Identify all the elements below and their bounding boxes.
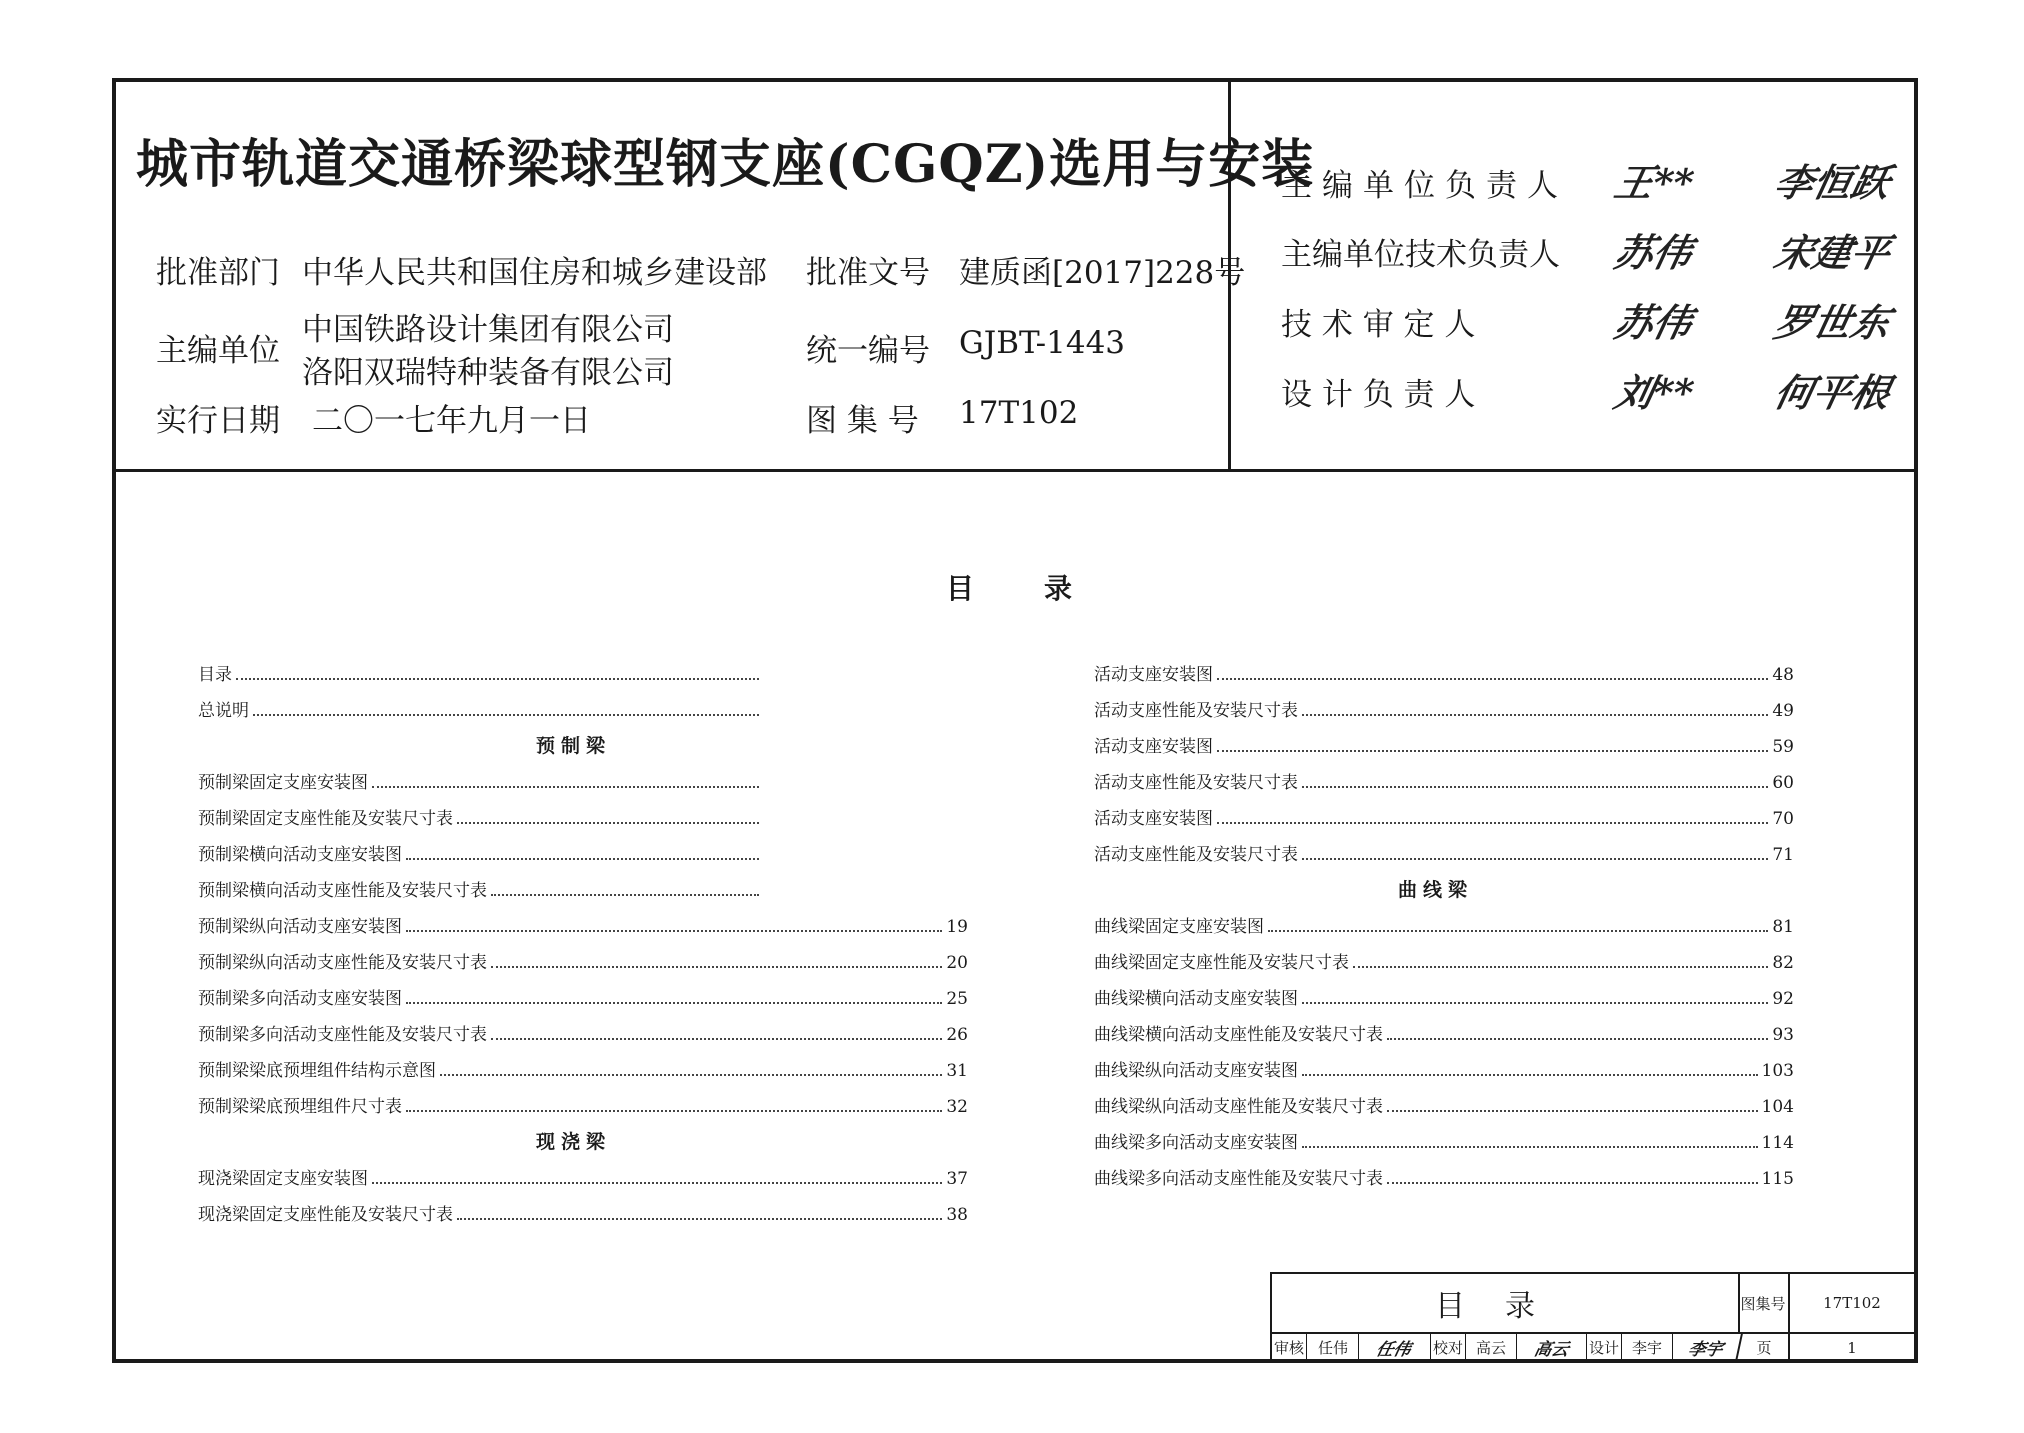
- toc-entry-title: 现浇梁固定支座安装图: [198, 1169, 368, 1189]
- toc-entry-page: 70: [1772, 809, 1794, 829]
- check-label: 校对: [1430, 1334, 1466, 1361]
- approval-dept-label: 批准部门: [156, 255, 280, 291]
- sig-row2-signature-2: 宋建平: [1770, 230, 1895, 275]
- toc-leader-dots: [406, 858, 759, 860]
- sig-row3-signature-2: 罗世东: [1770, 300, 1895, 345]
- toc-leader-dots: [440, 1074, 942, 1076]
- toc-entry[interactable]: [198, 877, 763, 901]
- toc-entry-page: 49: [1772, 701, 1794, 721]
- reviewer-signature: 任伟: [1374, 1340, 1413, 1360]
- toc-leader-dots: [1268, 930, 1768, 932]
- toc-entry-page: 37: [946, 1169, 968, 1189]
- toc-entry[interactable]: [1094, 733, 1794, 757]
- toc-leader-dots: [1302, 1074, 1758, 1076]
- toc-entry-page: 92: [1772, 989, 1794, 1009]
- toc-entry-title: 总说明: [198, 701, 249, 721]
- header-divider: [116, 469, 1914, 472]
- toc-entry-title: 现浇梁固定支座性能及安装尺寸表: [198, 1205, 453, 1225]
- toc-leader-dots: [406, 1002, 942, 1004]
- toc-entry[interactable]: [1094, 1057, 1794, 1081]
- design-label: 设计: [1586, 1334, 1622, 1361]
- toc-leader-dots: [1302, 1002, 1768, 1004]
- toc-entry[interactable]: [198, 913, 968, 937]
- toc-entry-title: 预制梁梁底预埋组件尺寸表: [198, 1097, 402, 1117]
- toc-entry-title: 预制梁固定支座性能及安装尺寸表: [198, 809, 453, 829]
- toc-leader-dots: [1217, 750, 1768, 752]
- toc-entry-page: 26: [946, 1025, 968, 1045]
- toc-entry-title: 活动支座性能及安装尺寸表: [1094, 773, 1298, 793]
- toc-entry[interactable]: [1094, 1093, 1794, 1117]
- toc-leader-dots: [236, 678, 759, 680]
- toc-entry[interactable]: [1094, 1129, 1794, 1153]
- toc-entry[interactable]: [1094, 949, 1794, 973]
- sig-row2-signature-1: 苏伟: [1610, 230, 1697, 275]
- toc-entry[interactable]: [1094, 1021, 1794, 1045]
- toc-entry-title: 曲线梁多向活动支座性能及安装尺寸表: [1094, 1169, 1383, 1189]
- toc-entry-title: 目录: [198, 665, 232, 685]
- toc-entry-page: 19: [946, 917, 968, 937]
- toc-leader-dots: [1217, 822, 1768, 824]
- toc-leader-dots: [372, 786, 759, 788]
- page-number: 1: [1847, 1338, 1857, 1357]
- toc-entry-title: 预制梁固定支座安装图: [198, 773, 368, 793]
- toc-leader-dots: [1302, 714, 1768, 716]
- toc-section-heading: 曲线梁: [1398, 879, 1474, 901]
- toc-entry[interactable]: [198, 1057, 968, 1081]
- reviewer-name: 任伟: [1308, 1334, 1359, 1361]
- toc-section-heading: 现浇梁: [536, 1131, 612, 1153]
- title-block-atlas-no: 17T102: [1823, 1294, 1881, 1312]
- toc-entry-title: 曲线梁横向活动支座安装图: [1094, 989, 1298, 1009]
- toc-entry-page: 48: [1772, 665, 1794, 685]
- toc-entry-title: 曲线梁横向活动支座性能及安装尺寸表: [1094, 1025, 1383, 1045]
- toc-entry-title: 曲线梁固定支座性能及安装尺寸表: [1094, 953, 1349, 973]
- toc-entry[interactable]: [1094, 1165, 1794, 1189]
- toc-entry-page: 82: [1772, 953, 1794, 973]
- toc-entry[interactable]: [198, 1021, 968, 1045]
- toc-leader-dots: [457, 822, 759, 824]
- toc-leader-dots: [491, 894, 759, 896]
- toc-entry-page: 104: [1761, 1097, 1794, 1117]
- toc-entry[interactable]: [1094, 769, 1794, 793]
- sig-row4-signature-1: 刘**: [1610, 370, 1698, 415]
- toc-entry-title: 活动支座性能及安装尺寸表: [1094, 701, 1298, 721]
- sig-row1-signature-2: 李恒跃: [1770, 160, 1895, 205]
- toc-leader-dots: [406, 1110, 942, 1112]
- sig-row1-label: 主编单位负责人: [1281, 168, 1568, 204]
- toc-entry[interactable]: [198, 805, 763, 829]
- atlas-title: 城市轨道交通桥梁球型钢支座(CGQZ)选用与安装: [136, 134, 1315, 195]
- toc-leader-dots: [1387, 1182, 1758, 1184]
- toc-entry[interactable]: [198, 769, 763, 793]
- toc-leader-dots: [406, 930, 942, 932]
- checker-name: 高云: [1466, 1334, 1517, 1361]
- toc-section-heading: 预制梁: [536, 735, 612, 757]
- toc-leader-dots: [1217, 678, 1768, 680]
- toc-leader-dots: [491, 1038, 942, 1040]
- toc-entry[interactable]: [198, 949, 968, 973]
- unified-no: GJBT-1443: [959, 325, 1126, 361]
- unified-no-label: 统一编号: [806, 333, 930, 369]
- toc-leader-dots: [1353, 966, 1768, 968]
- toc-leader-dots: [1302, 1146, 1758, 1148]
- toc-entry-page: 38: [946, 1205, 968, 1225]
- effective-date: 二〇一七年九月一日: [312, 403, 591, 439]
- sig-row4-label: 设 计 负 责 人: [1281, 377, 1476, 413]
- toc-leader-dots: [491, 966, 942, 968]
- toc-entry-title: 预制梁多向活动支座安装图: [198, 989, 402, 1009]
- toc-entry-title: 曲线梁多向活动支座安装图: [1094, 1133, 1298, 1153]
- toc-entry[interactable]: [1094, 913, 1794, 937]
- editor-unit-2: 洛阳双瑞特种装备有限公司: [302, 355, 674, 391]
- sig-row4-signature-2: 何平根: [1770, 370, 1895, 415]
- toc-entry[interactable]: [1094, 697, 1794, 721]
- editor-label: 主编单位: [156, 333, 280, 369]
- toc-entry[interactable]: [1094, 661, 1794, 685]
- sig-row3-signature-1: 苏伟: [1610, 300, 1697, 345]
- toc-entry-title: 曲线梁固定支座安装图: [1094, 917, 1264, 937]
- review-label: 审核: [1272, 1334, 1307, 1361]
- toc-leader-dots: [1387, 1110, 1758, 1112]
- toc-entry-title: 预制梁梁底预埋组件结构示意图: [198, 1061, 436, 1081]
- approval-doc: 建质函[2017]228号: [959, 255, 1246, 291]
- toc-entry[interactable]: [198, 661, 763, 685]
- toc-entry-page: 103: [1761, 1061, 1794, 1081]
- toc-leader-dots: [457, 1218, 942, 1220]
- toc-entry-page: 114: [1761, 1133, 1794, 1153]
- toc-entry-page: 20: [946, 953, 968, 973]
- toc-entry-page: 93: [1772, 1025, 1794, 1045]
- toc-entry[interactable]: [1094, 805, 1794, 829]
- toc-entry-title: 预制梁多向活动支座性能及安装尺寸表: [198, 1025, 487, 1045]
- toc-leader-dots: [253, 714, 759, 716]
- toc-entry-page: 115: [1761, 1169, 1794, 1189]
- toc-entry-title: 活动支座安装图: [1094, 665, 1213, 685]
- toc-entry-title: 活动支座性能及安装尺寸表: [1094, 845, 1298, 865]
- toc-entry[interactable]: [198, 1165, 968, 1189]
- checker-signature: 高云: [1532, 1340, 1571, 1360]
- toc-entry-title: 预制梁横向活动支座安装图: [198, 845, 402, 865]
- toc-entry-page: 25: [946, 989, 968, 1009]
- toc-title: 目录: [946, 572, 1143, 605]
- toc-entry-title: 预制梁纵向活动支座性能及安装尺寸表: [198, 953, 487, 973]
- toc-entry-page: 59: [1772, 737, 1794, 757]
- title-block-atlas-label: 图集号: [1738, 1274, 1790, 1332]
- toc-entry-page: 81: [1772, 917, 1794, 937]
- toc-entry[interactable]: [198, 1201, 968, 1225]
- toc-leader-dots: [1302, 786, 1768, 788]
- toc-entry-title: 活动支座安装图: [1094, 737, 1213, 757]
- toc-entry-page: 60: [1772, 773, 1794, 793]
- toc-entry-title: 活动支座安装图: [1094, 809, 1213, 829]
- toc-entry[interactable]: [198, 1093, 968, 1117]
- sig-row3-label: 技 术 审 定 人: [1281, 307, 1476, 343]
- toc-entry-title: 曲线梁纵向活动支座安装图: [1094, 1061, 1298, 1081]
- page-label: 页: [1740, 1334, 1790, 1361]
- toc-entry[interactable]: [198, 841, 763, 865]
- toc-entry-title: 预制梁纵向活动支座安装图: [198, 917, 402, 937]
- editor-unit-1: 中国铁路设计集团有限公司: [302, 312, 674, 348]
- toc-entry-title: 预制梁横向活动支座性能及安装尺寸表: [198, 881, 487, 901]
- toc-leader-dots: [1302, 858, 1768, 860]
- toc-entry[interactable]: [1094, 841, 1794, 865]
- designer-signature: 李宇: [1671, 1334, 1743, 1361]
- approval-dept: 中华人民共和国住房和城乡建设部: [302, 255, 767, 291]
- title-block: [1270, 1272, 1914, 1359]
- toc-entry-title: 曲线梁纵向活动支座性能及安装尺寸表: [1094, 1097, 1383, 1117]
- toc-entry-page: 31: [946, 1061, 968, 1081]
- toc-entry[interactable]: [198, 985, 968, 1009]
- toc-entry-page: 32: [946, 1097, 968, 1117]
- sig-row2-label: 主编单位技术负责人: [1281, 237, 1560, 273]
- toc-entry-page: 71: [1772, 845, 1794, 865]
- atlas-no-label: 图 集 号: [806, 403, 919, 439]
- toc-leader-dots: [372, 1182, 942, 1184]
- toc-leader-dots: [1387, 1038, 1768, 1040]
- atlas-no: 17T102: [959, 395, 1079, 431]
- toc-entry[interactable]: [1094, 985, 1794, 1009]
- title-block-sign-row: [1272, 1332, 1916, 1363]
- effective-date-label: 实行日期: [156, 403, 280, 439]
- drawing-frame: [112, 78, 1918, 1363]
- toc-entry[interactable]: [198, 697, 763, 721]
- title-block-drawing-name: 目录: [1272, 1274, 1740, 1332]
- approval-doc-label: 批准文号: [806, 255, 930, 291]
- designer-name: 李宇: [1622, 1334, 1673, 1361]
- sig-row1-signature-1: 王**: [1610, 160, 1698, 205]
